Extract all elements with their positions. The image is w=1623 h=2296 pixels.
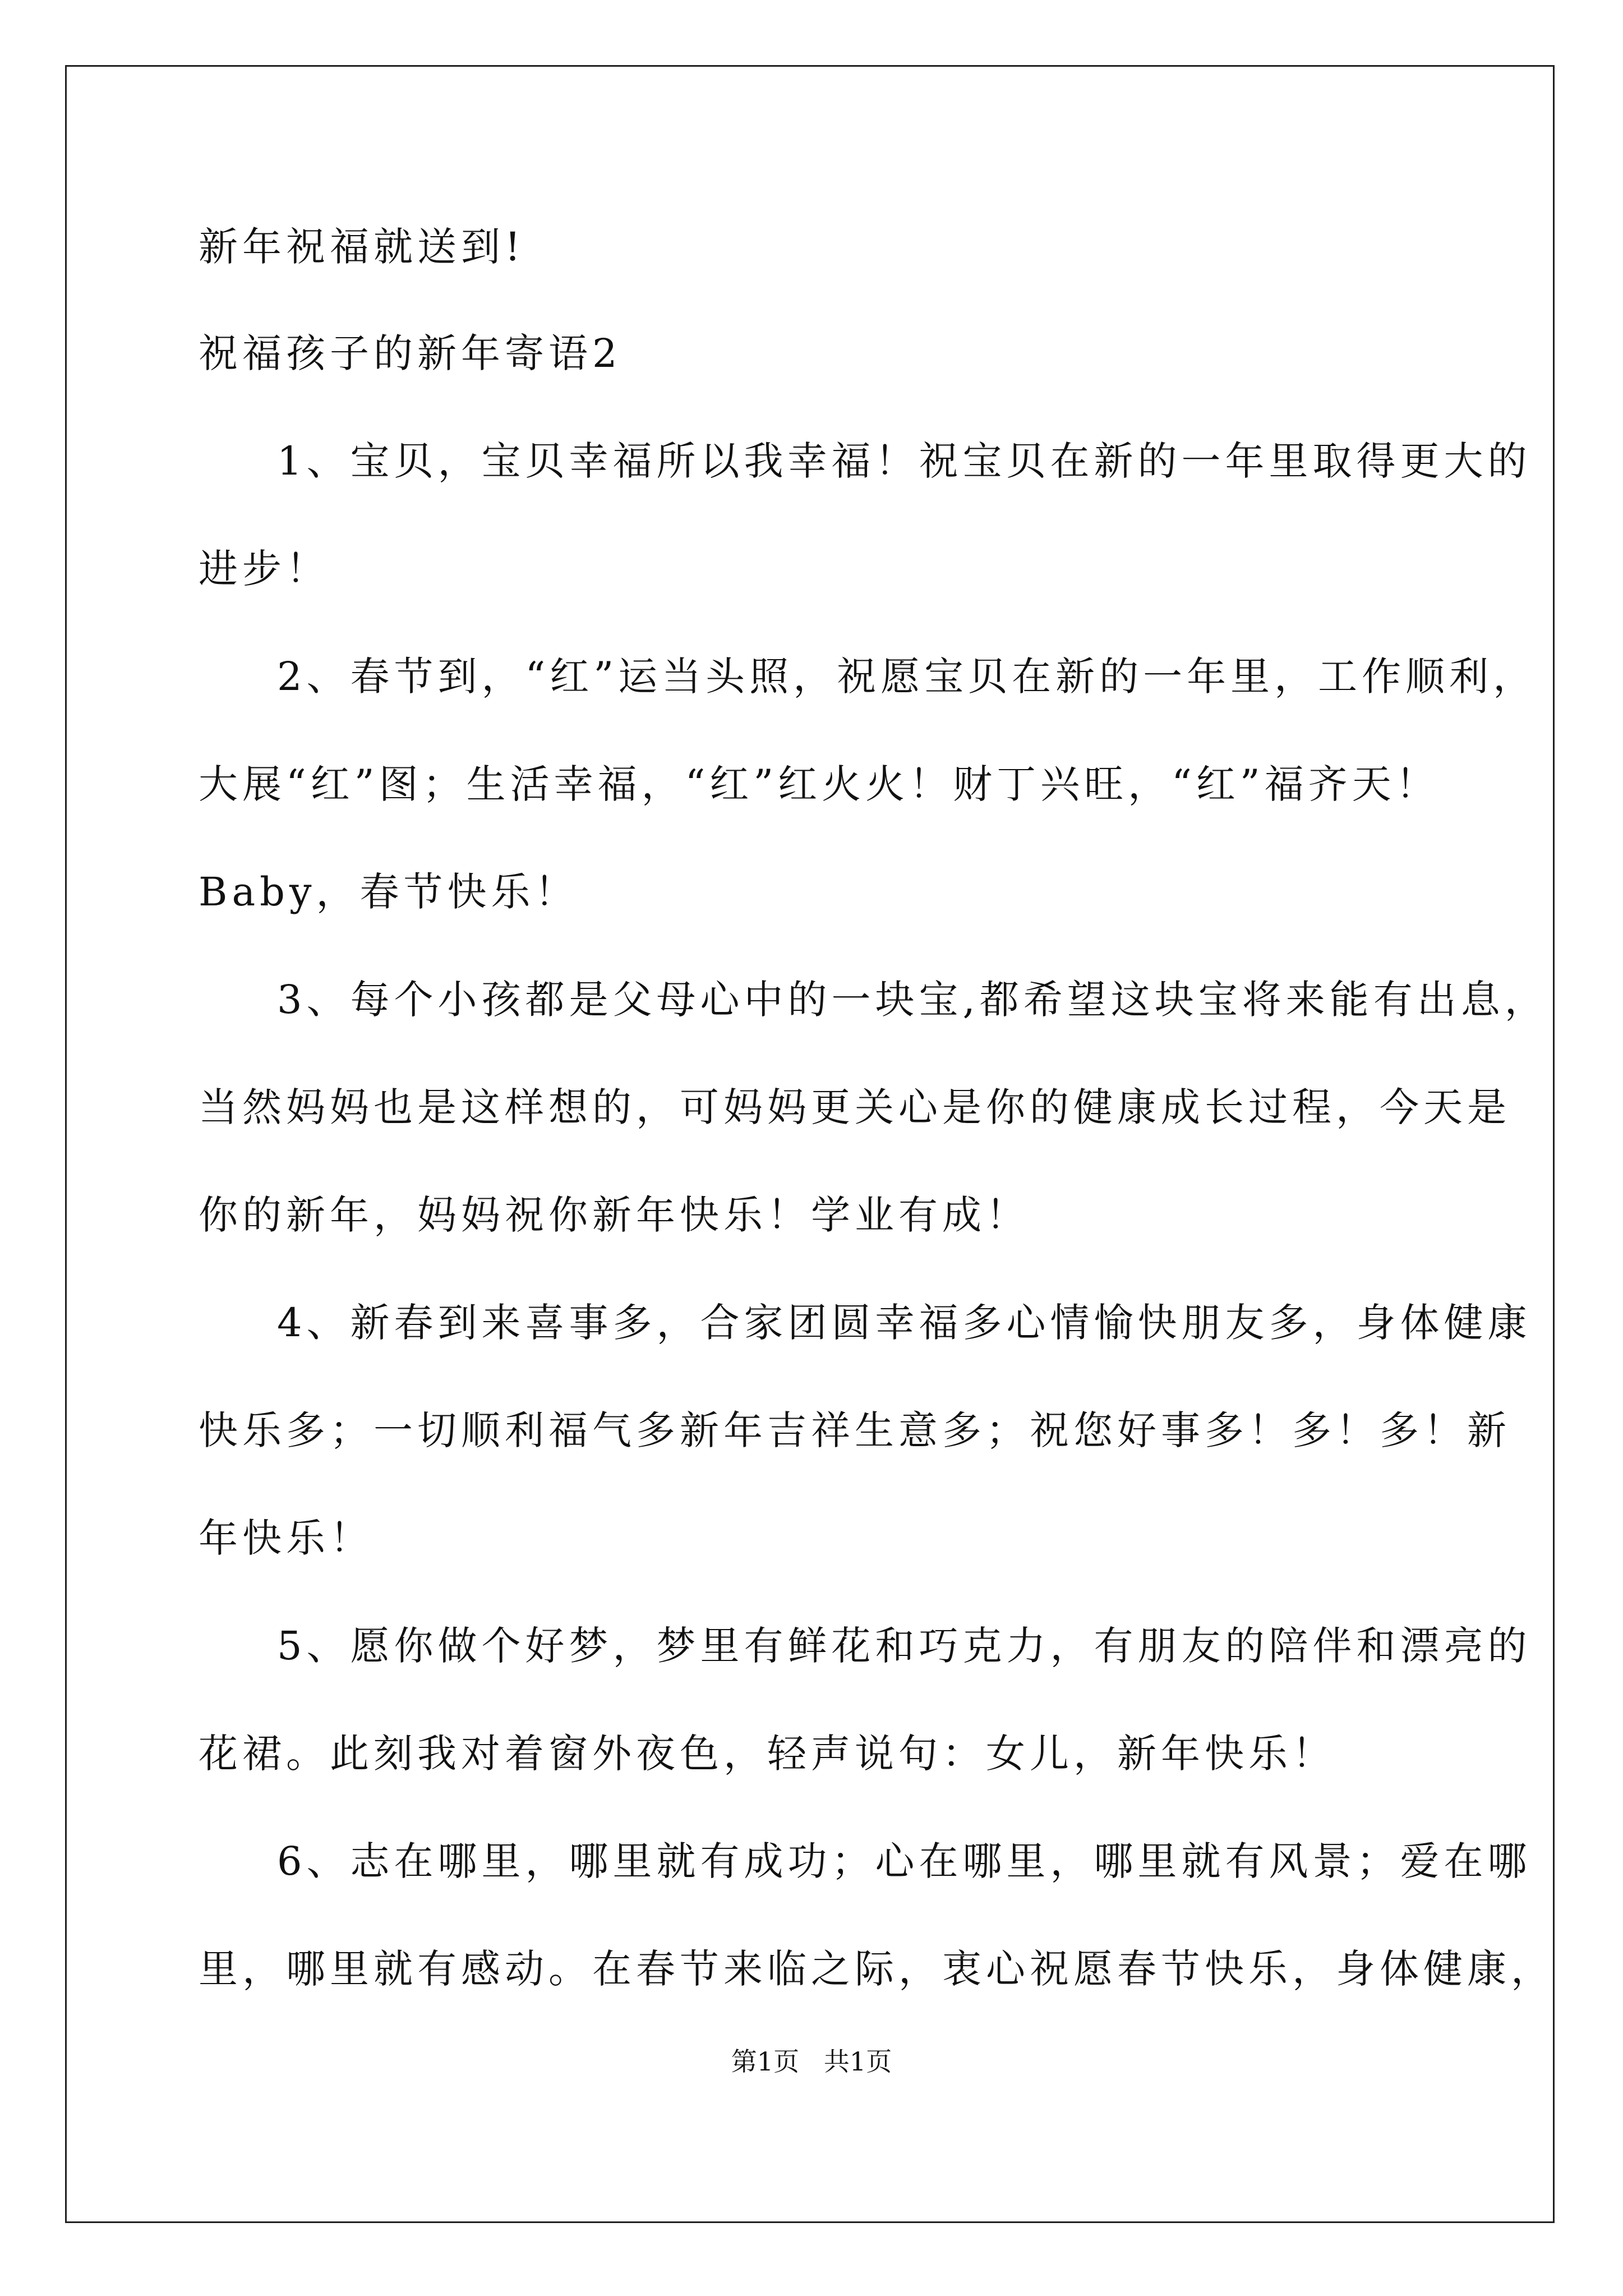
text-line: 花裙。此刻我对着窗外夜色，轻声说句：女儿，新年快乐！: [199, 1731, 1336, 1777]
text-line: 1、宝贝，宝贝幸福所以我幸福！祝宝贝在新的一年里取得更大的: [277, 438, 1532, 484]
text-line: 里，哪里就有感动。在春节来临之际，衷心祝愿春节快乐，身体健康，: [199, 1946, 1555, 1992]
section-heading: 祝福孩子的新年寄语2: [199, 330, 622, 376]
text-line: 大展“红”图；生活幸福，“红”红火火！财丁兴旺，“红”福齐天！: [199, 761, 1440, 807]
text-line: 年快乐！: [199, 1515, 374, 1561]
text-line: Baby，春节快乐！: [199, 869, 579, 915]
page-footer: 第1页 共1页: [731, 2046, 892, 2077]
text-line: 快乐多；一切顺利福气多新年吉祥生意多；祝您好事多！多！多！新: [199, 1407, 1511, 1453]
text-line: 新年祝福就送到!: [199, 224, 525, 270]
text-line: 2、春节到，“红”运当头照，祝愿宝贝在新的一年里，工作顺利，: [277, 654, 1537, 700]
text-line: 你的新年，妈妈祝你新年快乐！学业有成！: [199, 1192, 1030, 1238]
text-line: 5、愿你做个好梦，梦里有鲜花和巧克力，有朋友的陪伴和漂亮的: [277, 1623, 1532, 1669]
page-border: [65, 65, 1555, 2223]
text-line: 进步！: [199, 546, 330, 592]
text-line: 3、每个小孩都是父母心中的一块宝,都希望这块宝将来能有出息，: [277, 977, 1548, 1023]
text-line: 当然妈妈也是这样想的，可妈妈更关心是你的健康成长过程，今天是: [199, 1084, 1511, 1130]
text-line: 4、新春到来喜事多，合家团圆幸福多心情愉快朋友多，身体健康: [277, 1300, 1532, 1346]
text-line: 6、志在哪里，哪里就有成功；心在哪里，哪里就有风景；爱在哪: [277, 1838, 1532, 1884]
